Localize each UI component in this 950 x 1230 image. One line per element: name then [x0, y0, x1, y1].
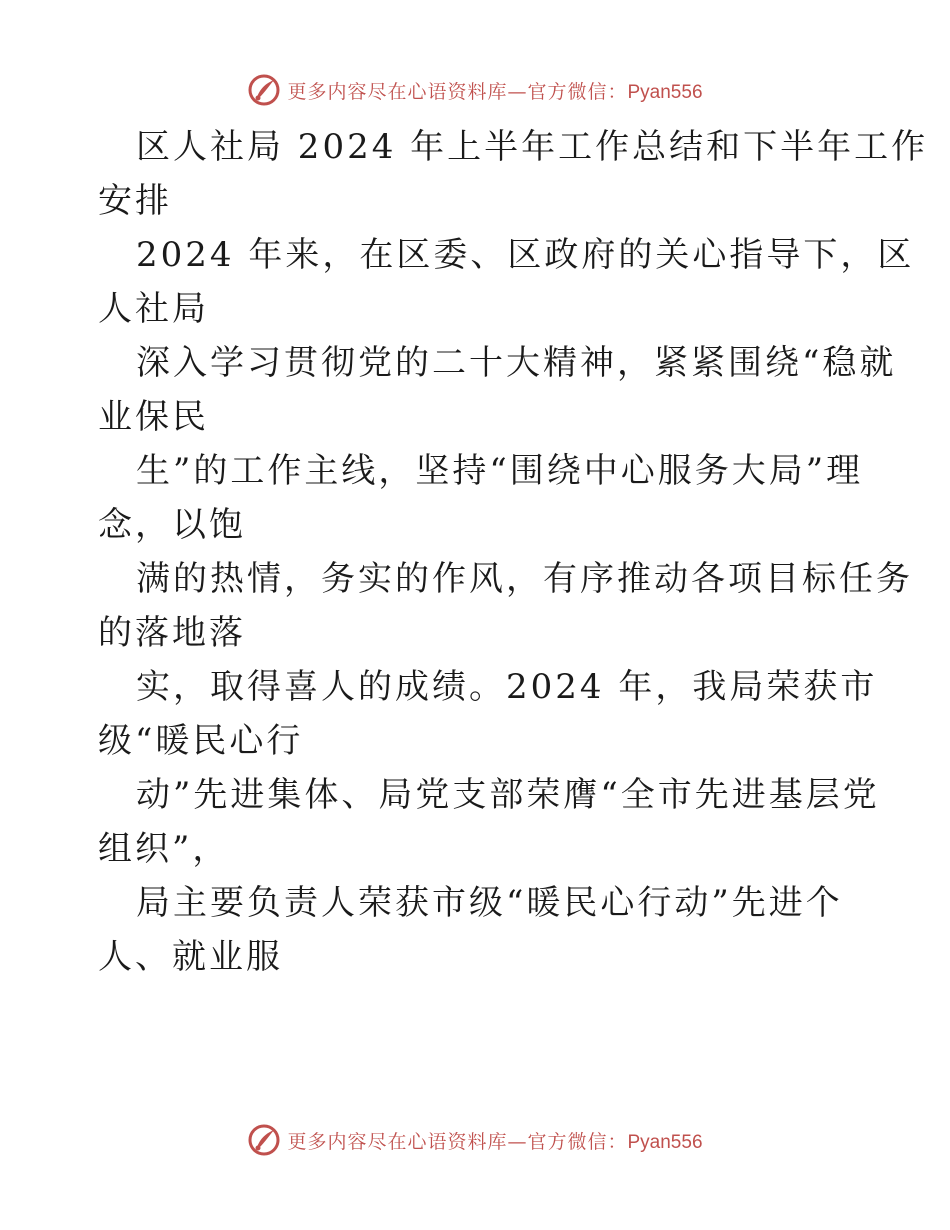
doc-line: 2024 年来，在区委、区政府的关心指导下，区 — [136, 235, 915, 275]
doc-line: 安排 — [98, 181, 172, 221]
header-banner — [0, 70, 950, 110]
brush-logo-icon — [247, 1123, 281, 1157]
brush-logo-icon — [247, 73, 281, 107]
doc-line: 生”的工作主线，坚持“围绕中心服务大局”理 — [136, 451, 864, 491]
footer-banner — [0, 1120, 950, 1160]
doc-line: 组织”， — [98, 829, 230, 869]
doc-line: 人社局 — [98, 289, 209, 329]
doc-line: 念，以饱 — [98, 505, 246, 545]
doc-line: 的落地落 — [98, 613, 246, 653]
footer-brand-id: Pyan556 — [627, 1131, 703, 1153]
footer-brand-label: 更多内容尽在心语资料库—官方微信： — [287, 1130, 628, 1153]
doc-line: 局主要负责人荣获市级“暖民心行动”先进个 — [136, 883, 843, 923]
doc-line: 动”先进集体、局党支部荣膺“全市先进基层党 — [136, 775, 880, 815]
doc-line: 区人社局 2024 年上半年工作总结和下半年工作 — [136, 127, 929, 167]
doc-line: 人、就业服 — [98, 937, 283, 977]
document-body — [98, 120, 929, 984]
doc-line: 级“暖民心行 — [98, 721, 304, 761]
doc-line: 业保民 — [98, 397, 209, 437]
doc-line: 满的热情，务实的作风，有序推动各项目标任务 — [136, 559, 913, 599]
header-brand-text — [287, 77, 702, 104]
header-brand-id: Pyan556 — [627, 81, 703, 103]
doc-line: 实，取得喜人的成绩。2024 年，我局荣获市 — [136, 667, 878, 707]
doc-line: 深入学习贯彻党的二十大精神，紧紧围绕“稳就 — [136, 343, 897, 383]
footer-brand-text — [287, 1127, 702, 1154]
header-brand-label: 更多内容尽在心语资料库—官方微信： — [287, 80, 628, 103]
